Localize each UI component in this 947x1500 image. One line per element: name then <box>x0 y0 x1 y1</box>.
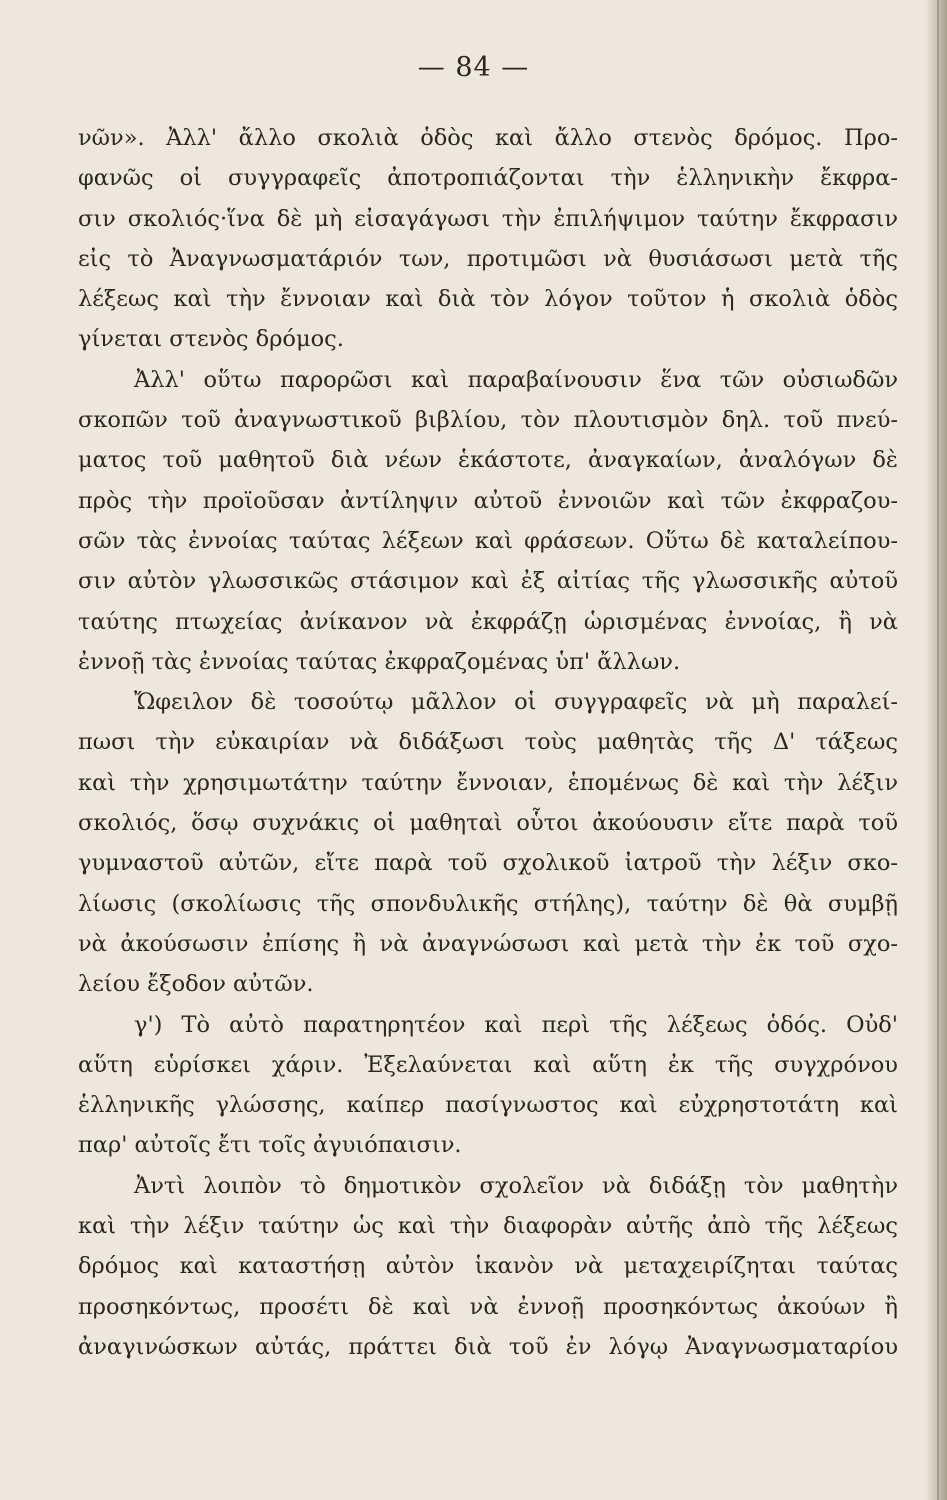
paragraph-1 <box>78 118 898 360</box>
text-line: λείου ἔξοδον αὐτῶν. <box>78 971 314 998</box>
text-line: σιν αὐτὸν γλωσσικῶς στάσιμον καὶ ἐξ αἰτίας τῆς γλωσσικῆς αὐτοῦ <box>78 568 898 595</box>
text-line: σῶν τὰς ἐννοίας ταύτας λέξεων καὶ φράσεων. Οὕτω δὲ καταλείπου- <box>78 527 898 554</box>
text-line: πωσι τὴν εὐκαιρίαν νὰ διδάξωσι τοὺς μαθητὰς τῆς Δ' τάξεως <box>78 729 898 756</box>
text-line: νῶν». Ἀλλ' ἄλλο σκολιὰ ὁδὸς καὶ ἄλλο στενὸς δρόμος. Προ- <box>78 125 898 151</box>
text-line: καὶ τὴν χρησιμωτάτην ταύτην ἔννοιαν, ἑπομένως δὲ καὶ τὴν λέξιν <box>78 769 898 796</box>
text-line: σκολιός, ὅσῳ συχνάκις οἱ μαθηταὶ οὗτοι ἀκούουσιν εἴτε παρὰ τοῦ <box>78 810 898 837</box>
text-line: Ὤφειλον δὲ τοσούτῳ μᾶλλον οἱ συγγραφεῖς νὰ μὴ παραλεί- <box>134 689 898 716</box>
text-line: αὕτη εὑρίσκει χάριν. Ἐξελαύνεται καὶ αὕτη ἐκ τῆς συγχρόνου <box>78 1051 898 1078</box>
text-line: γ') Τὸ αὐτὸ παρατηρητέον καὶ περὶ τῆς λέξεως ὁδός. Οὐδ' <box>134 1011 898 1038</box>
text-line: ἑλληνικῆς γλώσσης, καίπερ πασίγνωστος καὶ εὐχρηστοτάτη καὶ <box>78 1092 898 1119</box>
paragraph-5 <box>78 1166 898 1367</box>
paragraph-2 <box>78 360 898 682</box>
text-line: σιν σκολιός·ἵνα δὲ μὴ εἰσαγάγωσι τὴν ἐπιλήψιμον ταύτην ἔκφρασιν <box>78 205 898 232</box>
text-line: πρὸς τὴν προϊοῦσαν ἀντίληψιν αὐτοῦ ἐννοιῶν καὶ τῶν ἐκφραζου- <box>78 487 898 514</box>
text-line: καὶ τὴν λέξιν ταύτην ὡς καὶ τὴν διαφορὰν αὐτῆς ἀπὸ τῆς λέξεως <box>78 1213 898 1240</box>
text-line: προσηκόντως, προσέτι δὲ καὶ νὰ ἐννοῇ προσηκόντως ἀκούων ἢ <box>78 1293 898 1320</box>
text-line: ταύτης πτωχείας ἀνίκανον νὰ ἐκφράζῃ ὡρισμένας ἐννοίας, ἢ νὰ <box>78 608 898 635</box>
text-line: λέξεως καὶ τὴν ἔννοιαν καὶ διὰ τὸν λόγον τοῦτον ἡ σκολιὰ ὁδὸς <box>78 286 898 313</box>
page-number: — 84 — <box>417 52 530 83</box>
text-line: Ἀλλ' οὕτω παρορῶσι καὶ παραβαίνουσιν ἕνα τῶν οὐσιωδῶν <box>134 366 898 393</box>
text-line: λίωσις (σκολίωσις τῆς σπονδυλικῆς στήλης), ταύτην δὲ θὰ συμβῇ <box>78 890 898 917</box>
text-line: ἐννοῇ τὰς ἐννοίας ταύτας ἐκφραζομένας ὑπ' ἄλλων. <box>78 648 681 675</box>
text-line: γυμναστοῦ αὐτῶν, εἴτε παρὰ τοῦ σχολικοῦ ἰατροῦ τὴν λέξιν σκο- <box>78 850 898 877</box>
text-line: σκοπῶν τοῦ ἀναγνωστικοῦ βιβλίου, τὸν πλουτισμὸν δηλ. τοῦ πνεύ- <box>78 407 898 434</box>
text-line: εἰς τὸ Ἀναγνωσματάριόν των, προτιμῶσι νὰ θυσιάσωσι μετὰ τῆς <box>78 245 898 272</box>
paragraph-4 <box>78 1005 898 1166</box>
page-edge-line <box>937 0 939 1500</box>
body-text <box>78 118 898 1367</box>
text-line: παρ' αὐτοῖς ἔτι τοῖς ἀγυιόπαισιν. <box>78 1132 462 1159</box>
text-line: φανῶς οἱ συγγραφεῖς ἀποτροπιάζονται τὴν ἑλληνικὴν ἔκφρα- <box>78 165 898 192</box>
paragraph-3 <box>78 682 898 1004</box>
text-line: ἀναγινώσκων αὐτάς, πράττει διὰ τοῦ ἐν λόγῳ Ἀναγνωσματαρίου <box>78 1333 898 1360</box>
text-line: γίνεται στενὸς δρόμος. <box>78 326 344 353</box>
page-edge-shadow <box>925 0 947 1500</box>
text-line: νὰ ἀκούσωσιν ἐπίσης ἢ νὰ ἀναγνώσωσι καὶ μετὰ τὴν ἐκ τοῦ σχο- <box>78 930 898 957</box>
text-line: Ἀντὶ λοιπὸν τὸ δημοτικὸν σχολεῖον νὰ διδάξῃ τὸν μαθητὴν <box>134 1172 898 1199</box>
text-line: δρόμος καὶ καταστήσῃ αὐτὸν ἱκανὸν νὰ μεταχειρίζηται ταύτας <box>78 1253 898 1280</box>
text-line: ματος τοῦ μαθητοῦ διὰ νέων ἑκάστοτε, ἀναγκαίων, ἀναλόγων δὲ <box>78 447 898 474</box>
